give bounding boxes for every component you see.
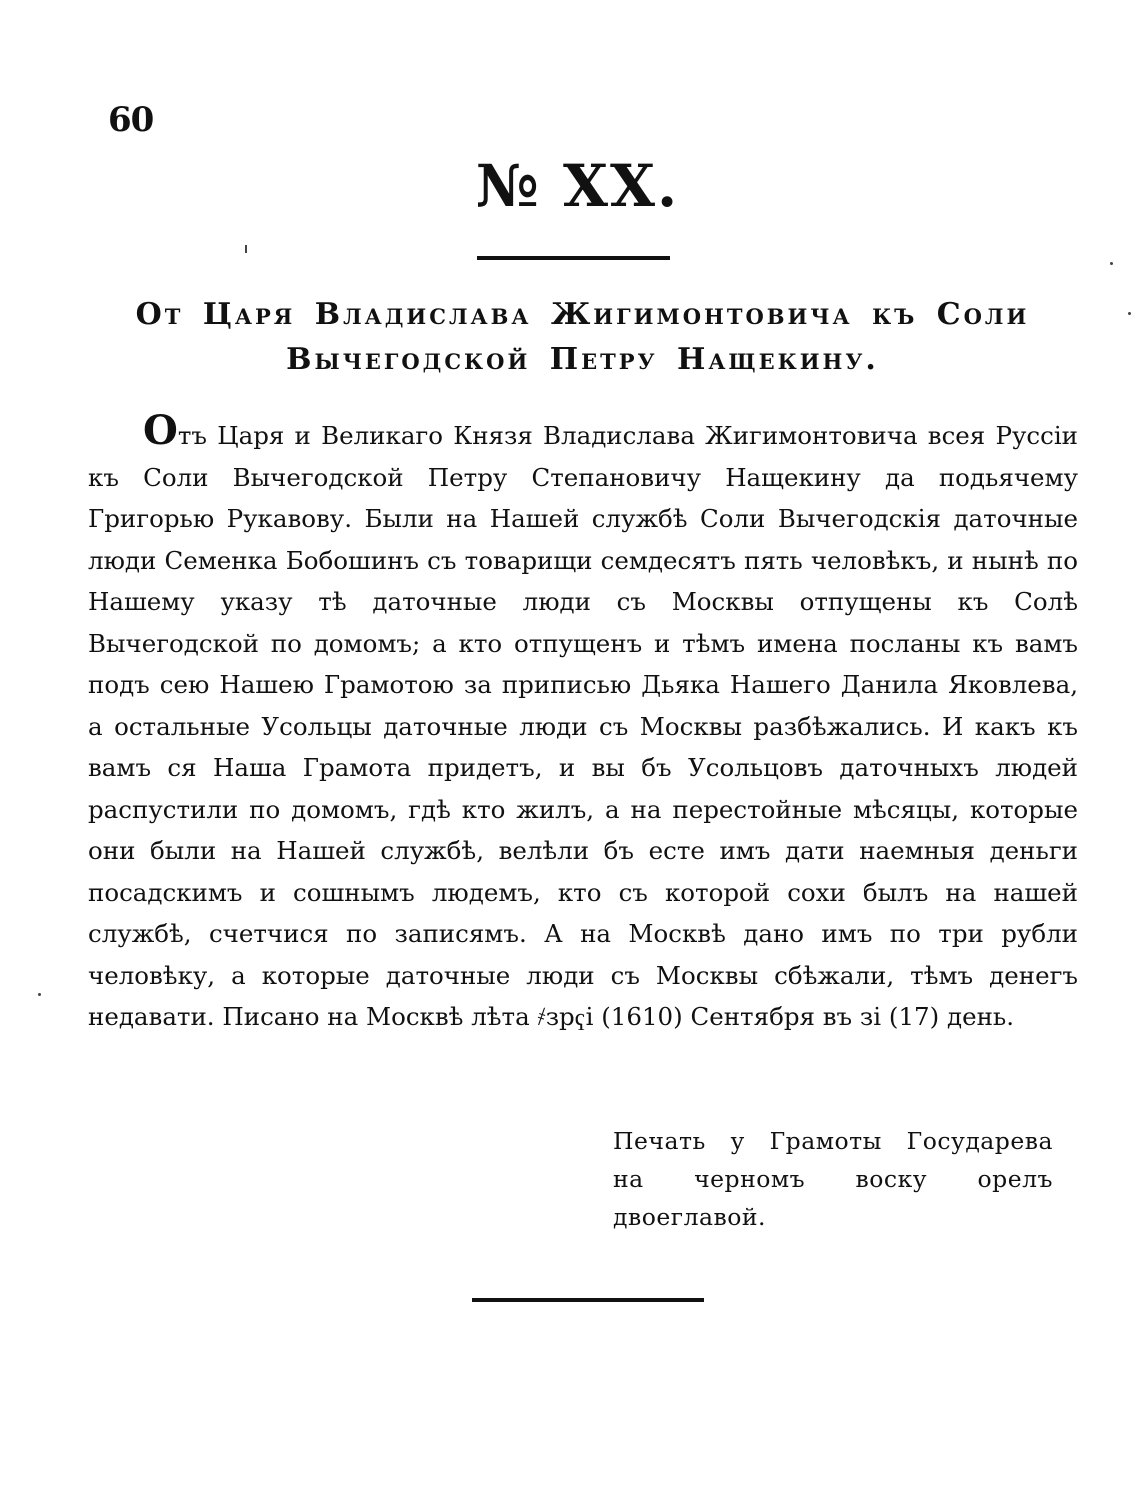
bottom-divider-rule	[472, 1298, 704, 1302]
document-title: От Царя Владислава Жигимонтовича къ Соли Вычегодской Петру Нащекину.	[135, 297, 1030, 377]
scan-speck	[1110, 262, 1113, 265]
document-number: № XX.	[475, 152, 680, 220]
drop-initial: О	[143, 407, 178, 454]
page-number: 60	[108, 100, 154, 140]
document-body	[88, 407, 1078, 1038]
top-divider-rule	[477, 256, 670, 260]
scan-speck	[38, 993, 41, 996]
scan-speck	[1128, 312, 1131, 315]
body-text: тъ Царя и Великаго Князя Владислава Жигимонтовича всея Руссіи къ Соли Вычегодской Петру Степановичу Нащекину да подьячему Григорью Рукавову. Были на Нашей службѣ Соли Вычегодскія даточные люди Семенка Бобошинъ съ товарищи семдесятъ пять человѣкъ, и нынѣ по Нашему указу тѣ даточные люди съ Москвы отпущены къ Солѣ Вычегодской по домомъ; а кто отпущенъ и тѣмъ имена посланы къ вамъ подъ сею Нашею Грамотою за приписью Дьяка Нашего Данила Яковлева, а остальные Усольцы даточные люди съ Москвы разбѣжались. И какъ къ вамъ ся Наша Грамота придетъ, и вы бъ Усольцовъ даточныхъ людей распустили по домомъ, гдѣ кто жилъ, а на перестойные мѣсяцы, которые они были на Нашей службѣ, велѣли бъ есте имъ дати наемныя деньги посадскимъ и сошнымъ людемъ, кто съ которой сохи былъ на нашей службѣ, счетчися по записямъ. А на Москвѣ дано имъ по три рубли человѣку, а которые даточные люди съ Москвы сбѣжали, тѣмъ денегъ недавати. Писано на Москвѣ лѣта ҂зрҁі (1610) Сентября въ зі (17) день.	[88, 421, 1078, 1031]
seal-note: Печать у Грамоты Государева на черномъ воску орелъ двоеглавой.	[613, 1127, 1053, 1231]
scan-speck	[245, 245, 247, 253]
